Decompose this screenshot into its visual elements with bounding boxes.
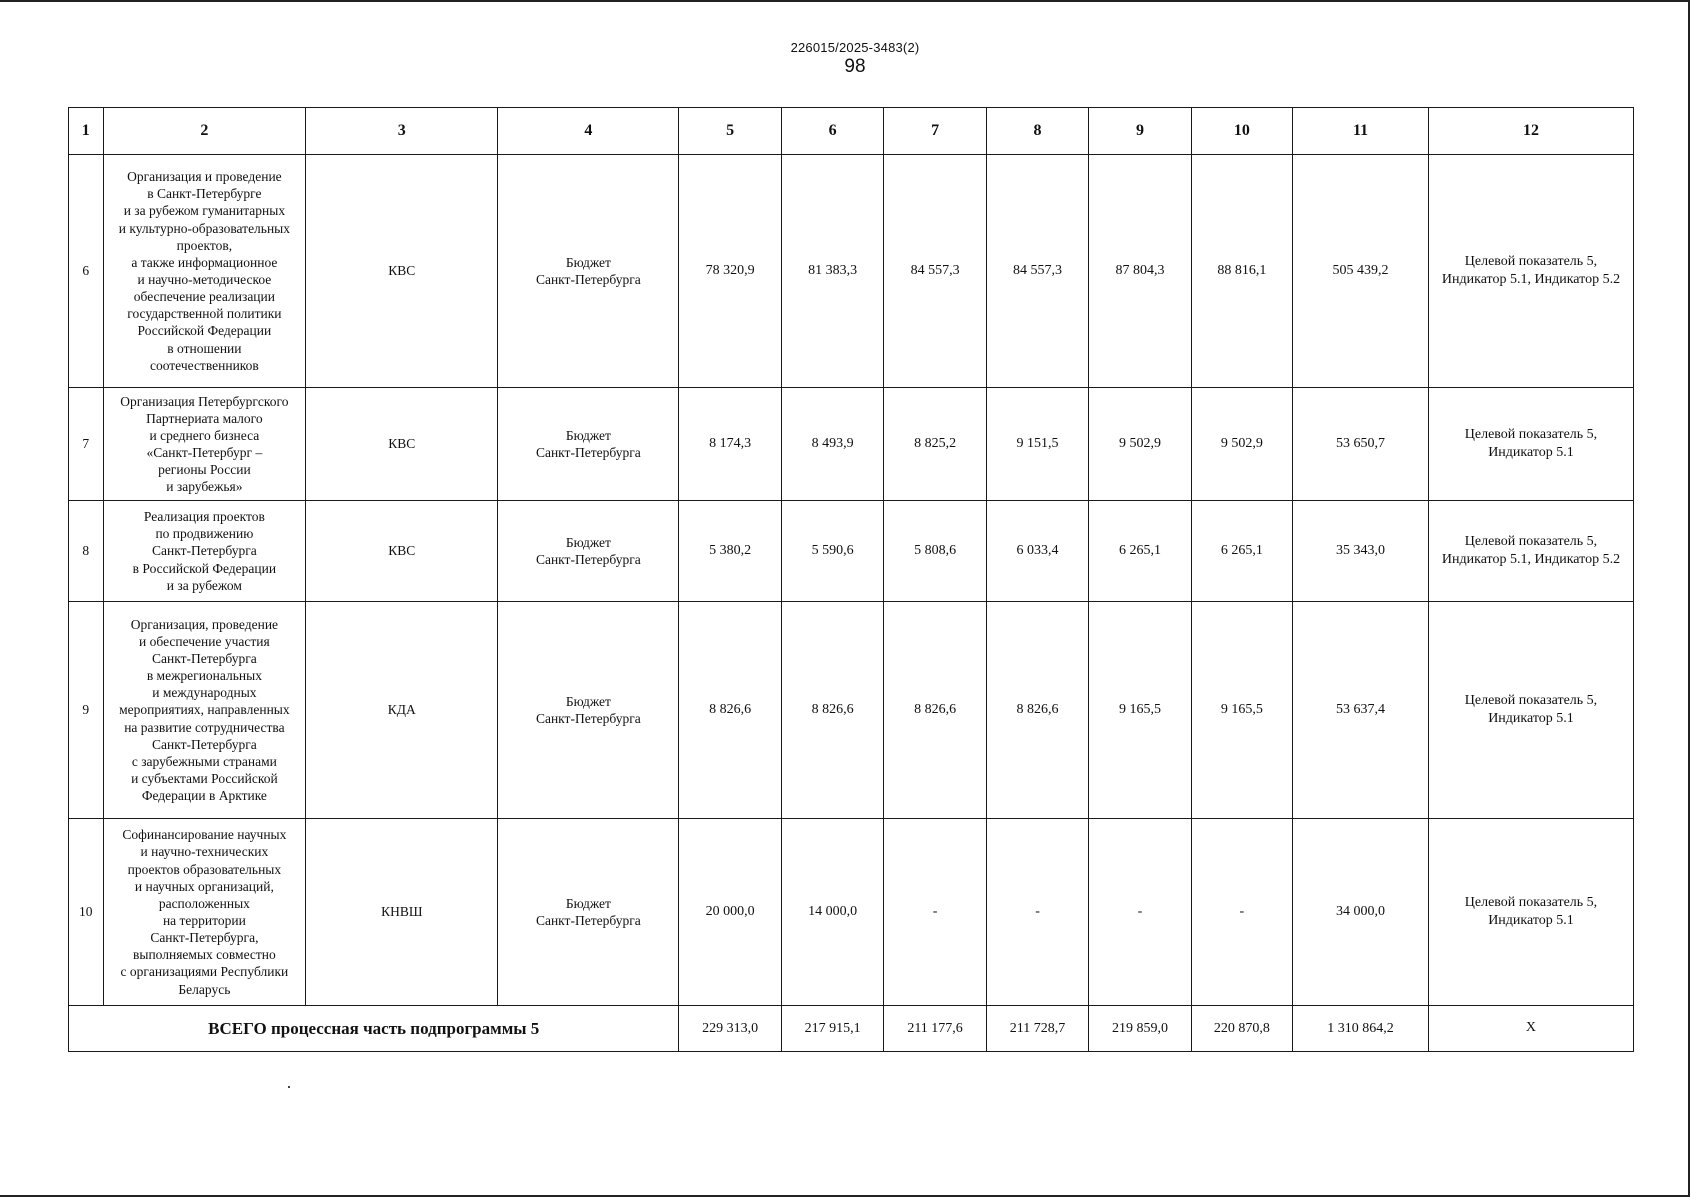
total-col-6: 217 915,1 [781, 1006, 883, 1052]
value-col-9: 9 502,9 [1089, 388, 1191, 501]
row-number: 8 [69, 501, 104, 602]
column-header: 11 [1293, 108, 1429, 155]
value-col-5: 20 000,0 [679, 819, 781, 1006]
value-col-6: 8 826,6 [781, 602, 883, 819]
value-col-8: 8 826,6 [986, 602, 1088, 819]
value-col-6: 14 000,0 [781, 819, 883, 1006]
table-row [69, 155, 1634, 388]
indicator-cell: Целевой показатель 5, Индикатор 5.1 [1428, 819, 1633, 1006]
budget-table [68, 107, 1634, 1052]
total-indicator: Х [1428, 1006, 1633, 1052]
value-col-5: 8 174,3 [679, 388, 781, 501]
value-col-6: 8 493,9 [781, 388, 883, 501]
activity-name: Организация и проведение в Санкт-Петербурге и за рубежом гуманитарных и культурно-образовательных проектов, а также информационное и научно-методическое обеспечение реализации государственной политики Российской Федерации в отношении соотечественников [103, 155, 306, 388]
column-header: 5 [679, 108, 781, 155]
document-number: 226015/2025-3483(2) [790, 40, 920, 55]
value-col-9: - [1089, 819, 1191, 1006]
column-header: 7 [884, 108, 986, 155]
activity-name: Софинансирование научных и научно-технических проектов образовательных и научных организаций, расположенных на территории Санкт-Петербурга, выполняемых совместно с организациями Республики Беларусь [103, 819, 306, 1006]
executor-cell: КВС [306, 155, 498, 388]
value-col-9: 6 265,1 [1089, 501, 1191, 602]
indicator-cell: Целевой показатель 5, Индикатор 5.1 [1428, 602, 1633, 819]
value-col-7: 84 557,3 [884, 155, 986, 388]
value-col-11-total: 34 000,0 [1293, 819, 1429, 1006]
indicator-cell: Целевой показатель 5, Индикатор 5.1, Индикатор 5.2 [1428, 501, 1633, 602]
value-col-7: - [884, 819, 986, 1006]
column-header: 10 [1191, 108, 1292, 155]
executor-cell: КВС [306, 501, 498, 602]
value-col-11-total: 35 343,0 [1293, 501, 1429, 602]
total-col-8: 211 728,7 [986, 1006, 1088, 1052]
row-number: 6 [69, 155, 104, 388]
value-col-11-total: 505 439,2 [1293, 155, 1429, 388]
indicator-cell: Целевой показатель 5, Индикатор 5.1 [1428, 388, 1633, 501]
value-col-10: - [1191, 819, 1292, 1006]
activity-name: Организация, проведение и обеспечение участия Санкт-Петербурга в межрегиональных и международных мероприятиях, направленных на развитие сотрудничества Санкт-Петербурга с зарубежными странами и субъектами Российской Федерации в Арктике [103, 602, 306, 819]
column-header: 2 [103, 108, 306, 155]
row-number: 7 [69, 388, 104, 501]
value-col-6: 81 383,3 [781, 155, 883, 388]
value-col-10: 6 265,1 [1191, 501, 1292, 602]
indicator-cell: Целевой показатель 5, Индикатор 5.1, Индикатор 5.2 [1428, 155, 1633, 388]
value-col-5: 78 320,9 [679, 155, 781, 388]
value-col-7: 8 826,6 [884, 602, 986, 819]
column-header: 6 [781, 108, 883, 155]
table-header-row [69, 108, 1634, 155]
column-header: 8 [986, 108, 1088, 155]
value-col-5: 8 826,6 [679, 602, 781, 819]
table-row [69, 602, 1634, 819]
total-col-5: 229 313,0 [679, 1006, 781, 1052]
total-col-11: 1 310 864,2 [1293, 1006, 1429, 1052]
table-row [69, 388, 1634, 501]
funding-source-cell: Бюджет Санкт-Петербурга [498, 388, 679, 501]
value-col-11-total: 53 637,4 [1293, 602, 1429, 819]
value-col-5: 5 380,2 [679, 501, 781, 602]
value-col-9: 9 165,5 [1089, 602, 1191, 819]
value-col-10: 9 165,5 [1191, 602, 1292, 819]
table-row [69, 819, 1634, 1006]
value-col-9: 87 804,3 [1089, 155, 1191, 388]
total-col-9: 219 859,0 [1089, 1006, 1191, 1052]
total-row [69, 1006, 1634, 1052]
table-row [69, 501, 1634, 602]
activity-name: Реализация проектов по продвижению Санкт-Петербурга в Российской Федерации и за рубежом [103, 501, 306, 602]
column-header: 4 [498, 108, 679, 155]
funding-source-cell: Бюджет Санкт-Петербурга [498, 602, 679, 819]
total-col-7: 211 177,6 [884, 1006, 986, 1052]
value-col-10: 88 816,1 [1191, 155, 1292, 388]
value-col-6: 5 590,6 [781, 501, 883, 602]
value-col-8: 6 033,4 [986, 501, 1088, 602]
value-col-11-total: 53 650,7 [1293, 388, 1429, 501]
total-label: ВСЕГО процессная часть подпрограммы 5 [69, 1006, 679, 1052]
scan-speck [288, 1086, 290, 1088]
executor-cell: КДА [306, 602, 498, 819]
column-header: 1 [69, 108, 104, 155]
row-number: 10 [69, 819, 104, 1006]
executor-cell: КВС [306, 388, 498, 501]
value-col-8: 9 151,5 [986, 388, 1088, 501]
executor-cell: КНВШ [306, 819, 498, 1006]
value-col-8: - [986, 819, 1088, 1006]
value-col-7: 8 825,2 [884, 388, 986, 501]
value-col-8: 84 557,3 [986, 155, 1088, 388]
value-col-10: 9 502,9 [1191, 388, 1292, 501]
column-header: 3 [306, 108, 498, 155]
page-number: 98 [844, 56, 866, 77]
column-header: 12 [1428, 108, 1633, 155]
funding-source-cell: Бюджет Санкт-Петербурга [498, 155, 679, 388]
column-header: 9 [1089, 108, 1191, 155]
activity-name: Организация Петербургского Партнериата малого и среднего бизнеса «Санкт-Петербург – регионы России и зарубежья» [103, 388, 306, 501]
funding-source-cell: Бюджет Санкт-Петербурга [498, 819, 679, 1006]
funding-source-cell: Бюджет Санкт-Петербурга [498, 501, 679, 602]
total-col-10: 220 870,8 [1191, 1006, 1292, 1052]
value-col-7: 5 808,6 [884, 501, 986, 602]
row-number: 9 [69, 602, 104, 819]
